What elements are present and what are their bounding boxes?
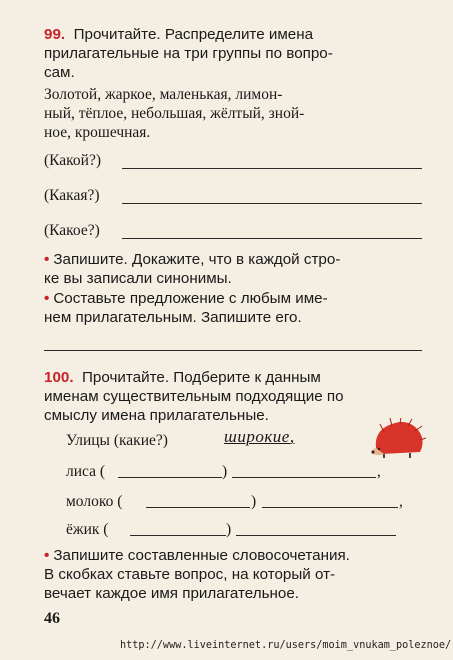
bullet-icon: • — [44, 290, 50, 307]
ex100-row-moloko: молоко ( — [66, 493, 123, 510]
ex99-instruction-2: • Составьте предложение с любым име- нем прилагательным. Запишите его. — [44, 290, 328, 326]
ex100-yozhik-question-blank[interactable] — [130, 535, 226, 536]
ex100-instruction: • Запишите составленные словосочетания. В скобках ставьте вопрос, на который от- вечает каждое имя прилагательное. — [44, 547, 350, 602]
ex100-row-ulitsy: Улицы (какие?) — [66, 432, 168, 449]
ex99-number: 99. — [44, 26, 66, 43]
ex100-row-lisa: лиса ( — [66, 463, 106, 480]
ex100-lisa-question-blank[interactable] — [118, 477, 222, 478]
page-number: 46 — [44, 610, 60, 627]
source-url-watermark: http://www.liveinternet.ru/users/moim_vnukam_poleznoe/ — [120, 640, 452, 651]
ex100-moloko-comma: , — [399, 493, 403, 510]
hedgehog-icon — [370, 418, 426, 460]
ex99-task: 99. Прочитайте. Распределите имена прилагательные на три группы по вопро- сам. — [44, 26, 333, 81]
ex99-answer-line-1[interactable] — [122, 168, 422, 169]
ex100-handwritten-answer: широкие, — [224, 427, 295, 446]
ex99-sentence-line[interactable] — [44, 350, 422, 351]
ex100-moloko-close-paren: ) — [251, 493, 257, 510]
ex99-instruction-1: • Запишите. Докажите, что в каждой стро- ке вы записали синонимы. — [44, 251, 341, 287]
ex100-lisa-close-paren: ) — [222, 463, 228, 480]
ex100-task: 100. Прочитайте. Подберите к данным именам существительным подходящие по смыслу имена прилагательные. — [44, 369, 344, 424]
ex100-lisa-comma: , — [377, 463, 381, 480]
ex100-row-yozhik: ёжик ( — [66, 521, 109, 538]
ex100-number: 100. — [44, 369, 74, 386]
ex100-lisa-answer-blank[interactable] — [232, 477, 376, 478]
ex100-yozhik-answer-blank[interactable] — [236, 535, 396, 536]
bullet-icon: • — [44, 251, 50, 268]
ex99-question-kakoe: (Какое?) — [44, 222, 100, 239]
ex99-answer-line-2[interactable] — [122, 203, 422, 204]
ex99-question-kakoy: (Какой?) — [44, 152, 102, 169]
ex99-words: Золотой, жаркое, маленькая, лимон- ный, тёплое, небольшая, жёлтый, зной- ное, крошечная. — [44, 86, 305, 141]
ex100-moloko-question-blank[interactable] — [146, 507, 250, 508]
ex99-question-kakaya: (Какая?) — [44, 187, 100, 204]
ex99-answer-line-3[interactable] — [122, 238, 422, 239]
ex100-yozhik-close-paren: ) — [226, 521, 232, 538]
ex100-moloko-answer-blank[interactable] — [262, 507, 398, 508]
bullet-icon: • — [44, 547, 50, 564]
